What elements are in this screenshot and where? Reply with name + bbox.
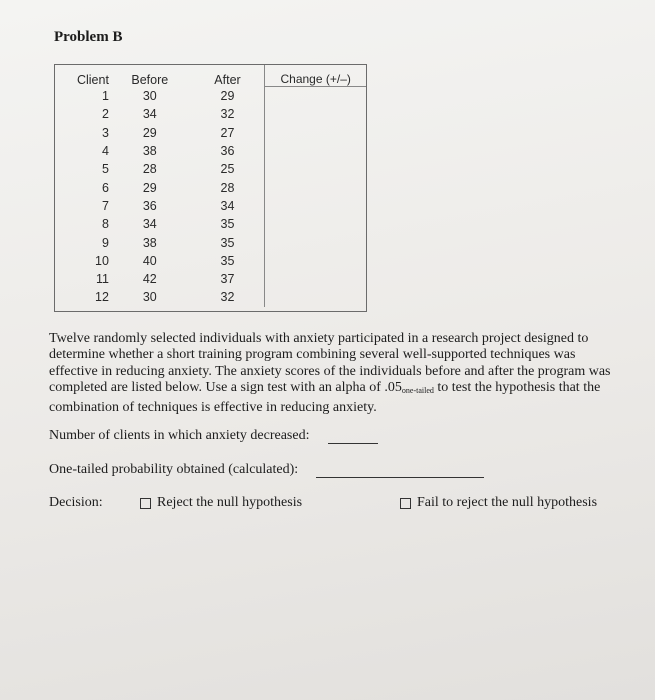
fail-to-reject-option[interactable] xyxy=(400,495,597,511)
table-row xyxy=(55,270,366,288)
cell-client: 12 xyxy=(95,290,109,305)
cell-change xyxy=(265,178,366,196)
cell-after: 35 xyxy=(220,253,235,268)
answer-blank-decreased[interactable] xyxy=(328,443,378,444)
fail-to-reject-label: Fail to reject the null hypothesis xyxy=(417,495,598,510)
cell-after: 29 xyxy=(220,88,235,103)
question-decreased-count: Number of clients in which anxiety decreased: xyxy=(49,428,310,443)
cell-before: 29 xyxy=(142,180,157,195)
cell-change xyxy=(265,233,366,251)
cell-before: 38 xyxy=(142,144,157,159)
cell-before: 29 xyxy=(142,125,157,140)
cell-client: 6 xyxy=(101,180,109,195)
cell-client: 5 xyxy=(101,162,109,177)
cell-client: 4 xyxy=(101,144,109,159)
table-row xyxy=(55,160,366,178)
cell-before: 30 xyxy=(142,88,157,103)
header-change: Change (+/–) xyxy=(265,65,366,87)
cell-client: 10 xyxy=(95,253,109,268)
cell-after: 27 xyxy=(220,125,235,140)
cell-change xyxy=(265,124,366,142)
table-row xyxy=(55,215,366,233)
cell-after: 35 xyxy=(220,217,235,232)
table-row xyxy=(55,178,366,196)
table-row xyxy=(55,252,366,270)
cell-before: 34 xyxy=(142,217,157,232)
table-row xyxy=(55,197,366,215)
table-header-row xyxy=(55,65,366,87)
data-table xyxy=(54,64,367,312)
header-client: Client xyxy=(76,72,109,87)
cell-before: 30 xyxy=(142,290,157,305)
description-text: Twelve randomly selected individuals with anxiety participated in a research project designed to determine whether a short training program combining several well-supported techniques was effective in reducing anxiety. The anxiety scores of the individuals before and after the program was completed are listed below. Use a sign test with an alpha of .05 xyxy=(49,331,611,396)
cell-before: 34 xyxy=(142,107,157,122)
cell-change xyxy=(265,142,366,160)
cell-before: 36 xyxy=(142,198,157,213)
table-row xyxy=(55,124,366,142)
header-before: Before xyxy=(131,72,169,87)
cell-after: 34 xyxy=(220,198,235,213)
cell-change xyxy=(265,105,366,123)
cell-client: 11 xyxy=(95,272,109,287)
table-row xyxy=(55,288,366,306)
cell-after: 32 xyxy=(220,290,235,305)
problem-description xyxy=(49,331,624,416)
reject-null-option[interactable] xyxy=(140,495,302,511)
cell-after: 32 xyxy=(220,107,235,122)
cell-change xyxy=(265,215,366,233)
cell-before: 42 xyxy=(142,272,157,287)
cell-change xyxy=(265,252,366,270)
one-tailed-subscript: one-tailed xyxy=(401,386,434,396)
cell-after: 37 xyxy=(220,272,235,287)
cell-change xyxy=(265,160,366,178)
answer-blank-probability[interactable] xyxy=(316,477,484,478)
table-row xyxy=(55,105,366,123)
cell-change xyxy=(265,197,366,215)
cell-after: 35 xyxy=(220,235,235,250)
table-row xyxy=(55,233,366,251)
cell-change xyxy=(265,270,366,288)
cell-after: 25 xyxy=(220,162,235,177)
reject-label: Reject the null hypothesis xyxy=(157,495,303,510)
cell-client: 3 xyxy=(101,125,109,140)
cell-client: 9 xyxy=(101,235,109,250)
fail-to-reject-checkbox[interactable] xyxy=(400,498,411,509)
cell-before: 40 xyxy=(142,253,157,268)
cell-change xyxy=(265,87,366,106)
cell-client: 8 xyxy=(101,217,109,232)
table-row xyxy=(55,142,366,160)
decision-label: Decision: xyxy=(49,495,103,510)
cell-client: 1 xyxy=(101,88,109,103)
cell-client: 2 xyxy=(101,107,109,122)
header-after: After xyxy=(214,72,241,87)
problem-title: Problem B xyxy=(54,29,123,45)
cell-before: 38 xyxy=(142,235,157,250)
cell-after: 28 xyxy=(220,180,235,195)
cell-change xyxy=(265,288,366,306)
table-row xyxy=(55,87,366,106)
cell-client: 7 xyxy=(101,198,109,213)
description-text-end: to test the hypothesis that the combination of techniques is effective in reducing anxiety. xyxy=(49,380,601,415)
cell-before: 28 xyxy=(142,162,157,177)
reject-checkbox[interactable] xyxy=(140,498,151,509)
cell-after: 36 xyxy=(220,144,235,159)
question-probability: One-tailed probability obtained (calculated): xyxy=(49,462,299,477)
